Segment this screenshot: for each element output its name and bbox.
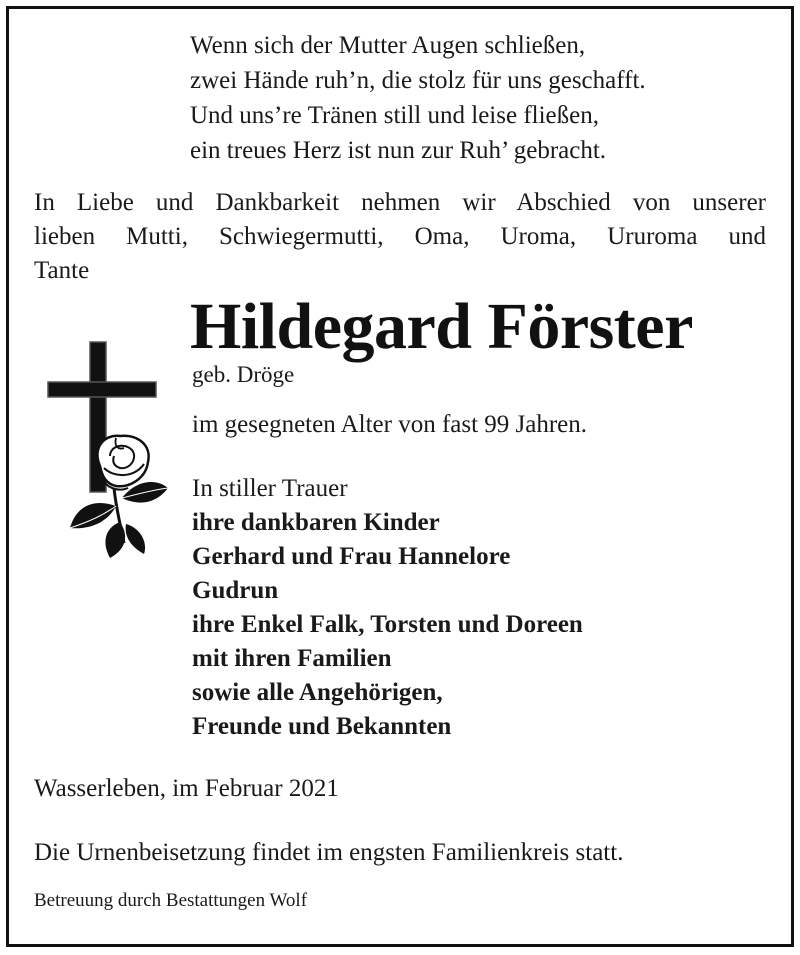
- cross-with-rose-icon: [44, 338, 174, 558]
- mourner-line: ihre Enkel Falk, Torsten und Doreen: [192, 611, 583, 638]
- mourners-heading: In stiller Trauer: [192, 475, 348, 502]
- place-date: Wasserleben, im Februar 2021: [34, 775, 339, 802]
- mourner-line: ihre dankbaren Kinder: [192, 509, 440, 536]
- mourners-block: [192, 472, 752, 744]
- rose-icon: [70, 436, 168, 558]
- farewell-intro: [34, 186, 766, 288]
- mourner-line: mit ihren Familien: [192, 645, 392, 672]
- intro-line: In Liebe und Dankbarkeit nehmen wir Abschied von unserer: [34, 189, 766, 216]
- poem-line: zwei Hände ruh’n, die stolz für uns geschafft.: [190, 67, 646, 94]
- urn-notice: Die Urnenbeisetzung findet im engsten Familienkreis statt.: [34, 839, 624, 866]
- poem-line: ein treues Herz ist nun zur Ruh’ gebracht.: [190, 137, 607, 164]
- intro-line: Tante: [34, 257, 90, 284]
- intro-line: lieben Mutti, Schwiegermutti, Oma, Uroma, Ururoma und: [34, 223, 766, 250]
- poem-line: Und uns’re Tränen still und leise fließen,: [190, 102, 599, 129]
- poem-line: Wenn sich der Mutter Augen schließen,: [190, 32, 586, 59]
- age-statement: im gesegneten Alter von fast 99 Jahren.: [192, 411, 588, 438]
- mourner-line: Gerhard und Frau Hannelore: [192, 543, 511, 570]
- memorial-poem: [190, 28, 750, 168]
- mourner-line: Freunde und Bekannten: [192, 713, 452, 740]
- funeral-service: Betreuung durch Bestattungen Wolf: [34, 890, 308, 911]
- deceased-name: Hildegard Förster: [190, 290, 693, 363]
- mourner-line: sowie alle Angehörigen,: [192, 679, 443, 706]
- mourner-line: Gudrun: [192, 577, 279, 604]
- maiden-name: geb. Dröge: [192, 362, 295, 387]
